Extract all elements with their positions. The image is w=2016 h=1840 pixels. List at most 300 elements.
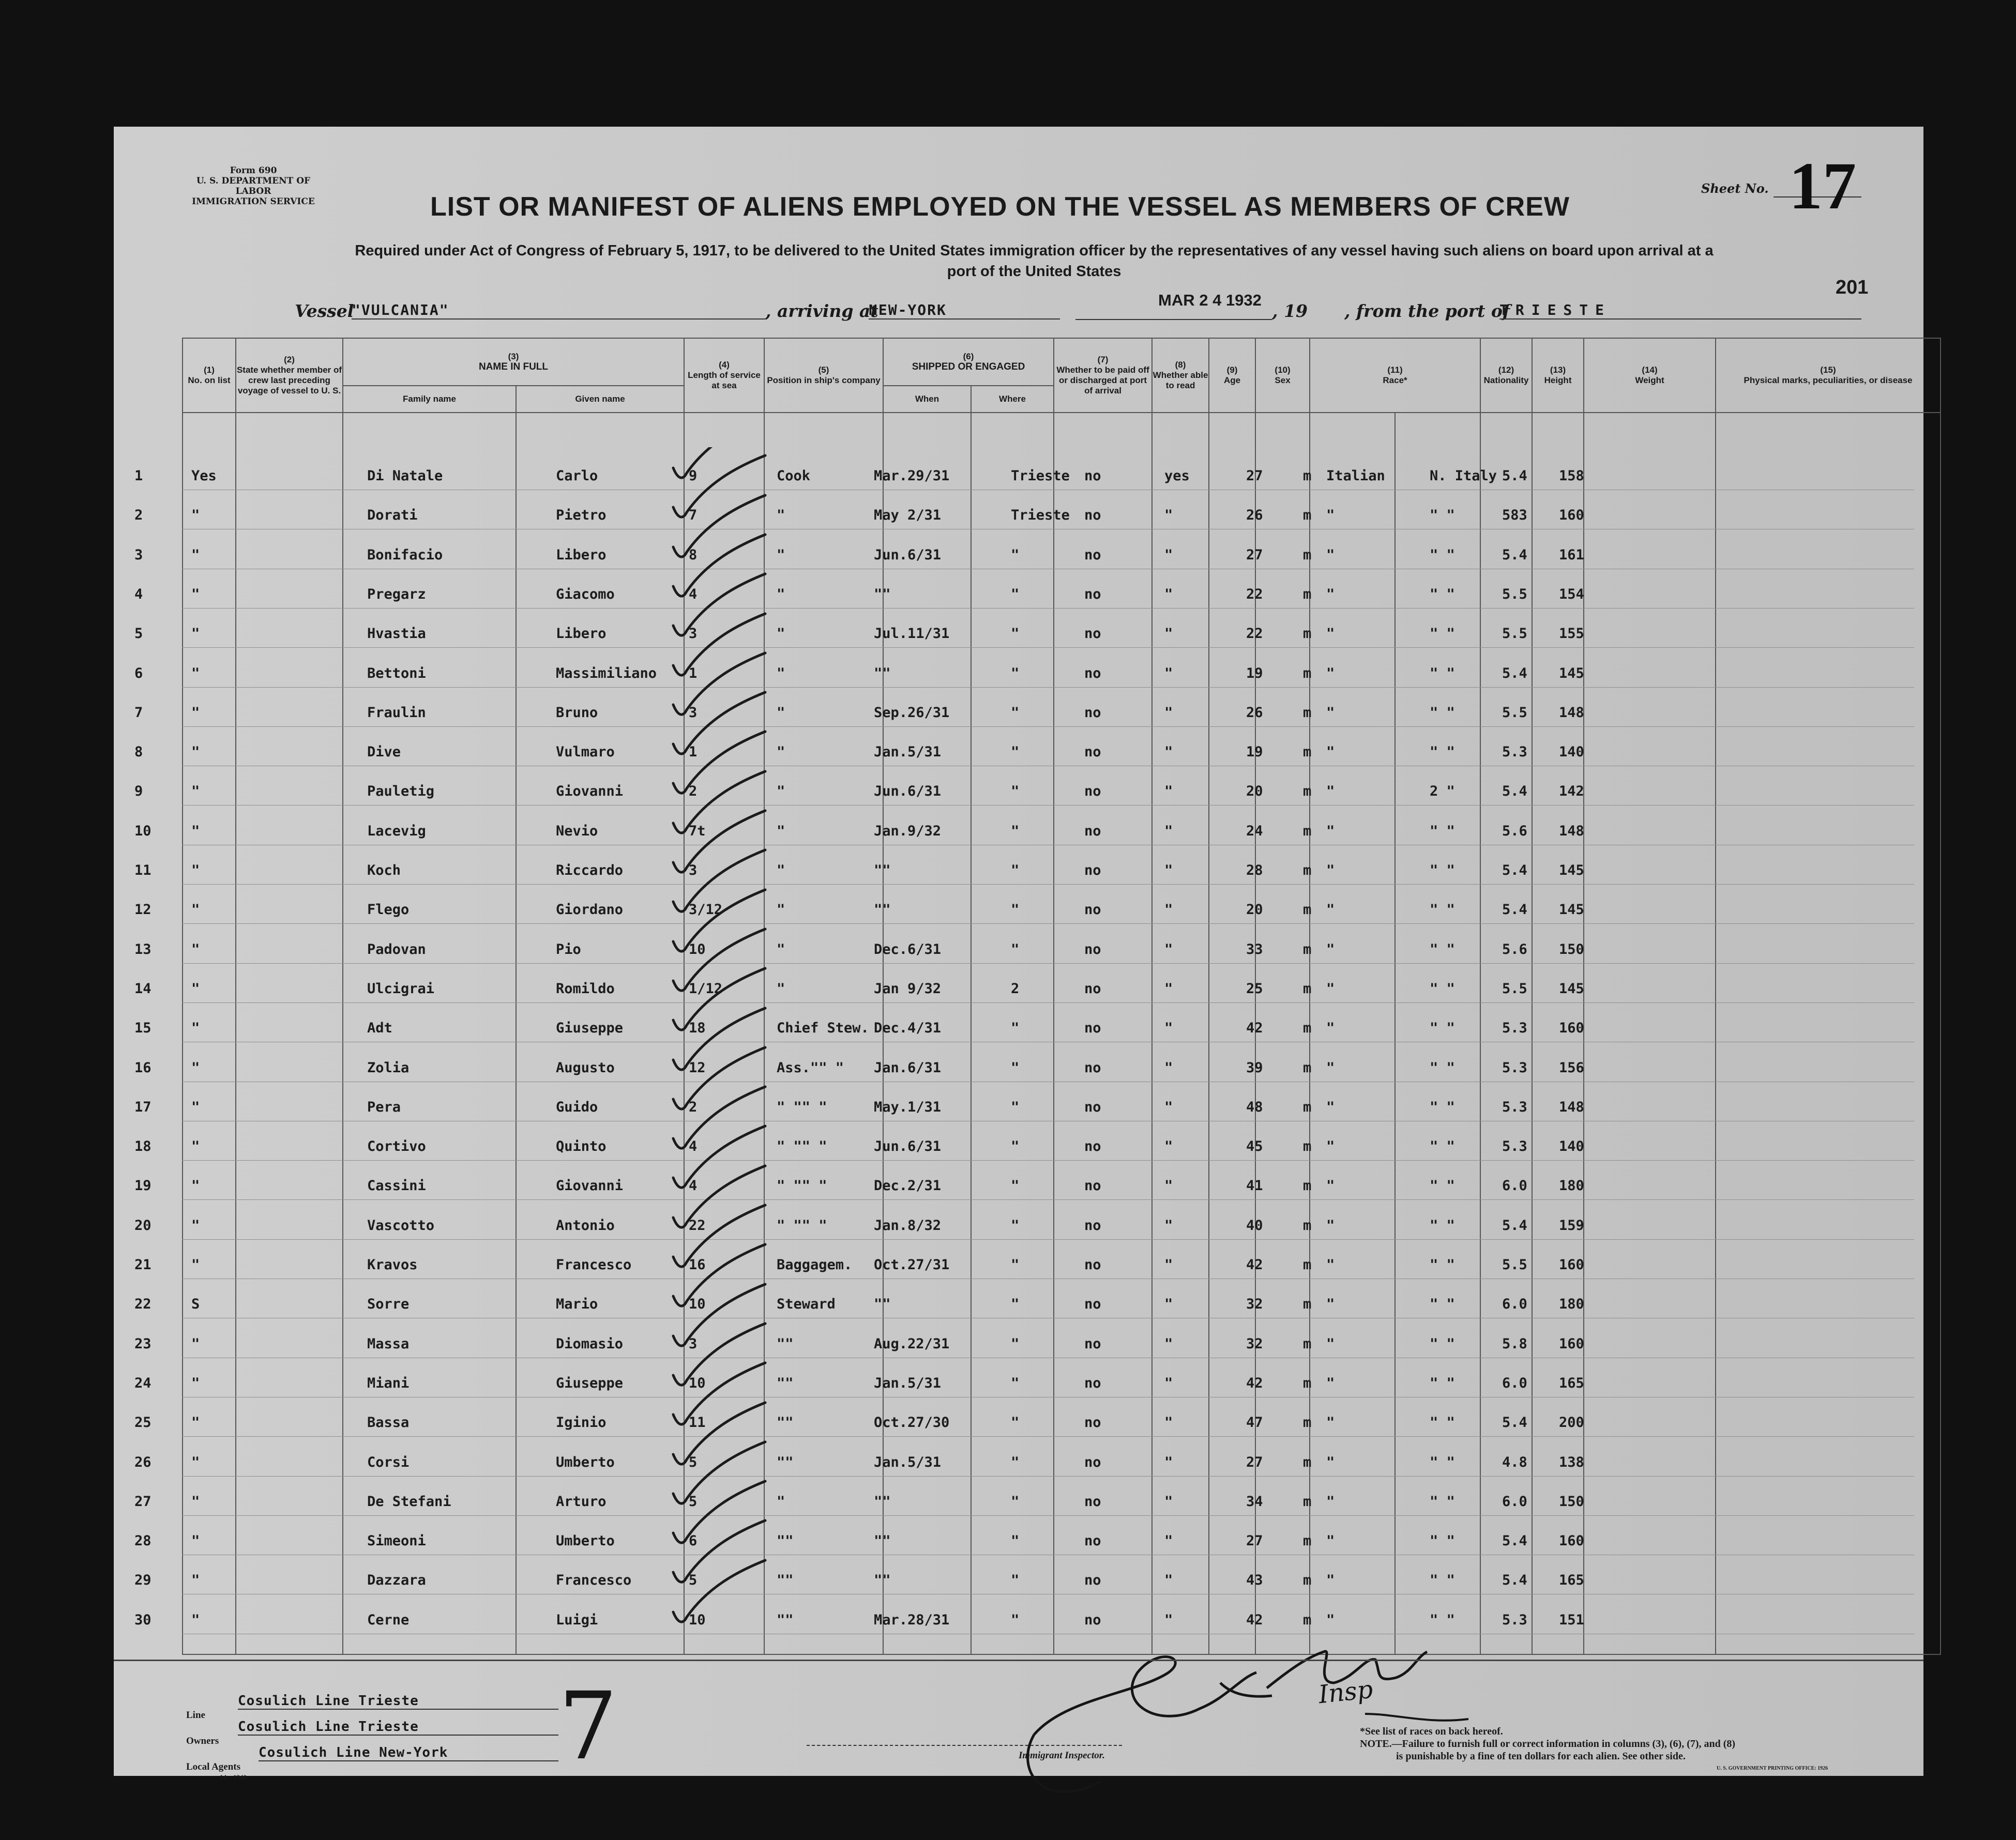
row-nationality: " " xyxy=(1430,547,1455,563)
row-sex: m xyxy=(1303,1612,1312,1628)
row-given-name: Pietro xyxy=(556,507,607,523)
row-weight: 160 xyxy=(1559,1533,1584,1549)
row-when: Jun.6/31 xyxy=(874,1138,942,1154)
row-nationality: " " xyxy=(1430,1099,1455,1115)
row-weight: 160 xyxy=(1559,1336,1584,1352)
row-where: " xyxy=(1011,823,1020,839)
row-rule xyxy=(182,1002,1914,1003)
row-height: 6.0 xyxy=(1502,1296,1527,1312)
row-given-name: Antonio xyxy=(556,1218,615,1234)
row-age: 42 xyxy=(1246,1375,1263,1391)
row-given-name: Giovanni xyxy=(556,783,624,799)
row-given-name: Giacomo xyxy=(556,586,615,602)
row-weight: 180 xyxy=(1559,1178,1584,1194)
row-when: "" xyxy=(874,1533,891,1549)
agents-value: Cosulich Line New-York xyxy=(259,1745,558,1761)
check-mark xyxy=(673,455,765,517)
row-where: " xyxy=(1011,586,1020,602)
check-mark xyxy=(673,1403,765,1464)
arriving-port: NEW-YORK xyxy=(869,301,1060,320)
row-nationality: " " xyxy=(1430,823,1455,839)
row-state: " xyxy=(191,705,200,721)
row-number: 20 xyxy=(134,1218,151,1234)
subtitle-line-2: port of the United States xyxy=(947,263,1121,280)
row-when: "" xyxy=(874,586,891,602)
row-family-name: Dive xyxy=(367,744,401,760)
row-race: " xyxy=(1326,1296,1335,1312)
row-age: 34 xyxy=(1246,1494,1263,1510)
row-length: 5 xyxy=(689,1572,698,1588)
row-read: " xyxy=(1164,823,1173,839)
row-sex: m xyxy=(1303,1099,1312,1115)
row-weight: 140 xyxy=(1559,744,1584,760)
row-rule xyxy=(182,1199,1914,1200)
row-race: " xyxy=(1326,626,1335,642)
row-state: " xyxy=(191,665,200,681)
row-height: 5.4 xyxy=(1502,1572,1527,1588)
vessel-label: Vessel xyxy=(295,301,354,321)
row-paid: no xyxy=(1084,783,1101,799)
row-sex: m xyxy=(1303,1454,1312,1470)
row-number: 1 xyxy=(134,468,143,484)
row-sex: m xyxy=(1303,862,1312,878)
row-number: 15 xyxy=(134,1020,151,1036)
row-state: " xyxy=(191,547,200,563)
row-family-name: Padovan xyxy=(367,941,426,957)
row-given-name: Umberto xyxy=(556,1533,615,1549)
row-length: 3 xyxy=(689,862,698,878)
row-paid: no xyxy=(1084,665,1101,681)
col-when-header: When xyxy=(883,386,971,413)
row-state: S xyxy=(191,1296,200,1312)
row-rule xyxy=(182,647,1914,648)
row-number: 26 xyxy=(134,1454,151,1470)
agents-label: Local Agents xyxy=(186,1761,241,1772)
row-age: 48 xyxy=(1246,1099,1263,1115)
row-read: " xyxy=(1164,1336,1173,1352)
row-sex: m xyxy=(1303,941,1312,957)
row-height: 5.8 xyxy=(1502,1336,1527,1352)
row-race: " xyxy=(1326,1257,1335,1273)
row-state: " xyxy=(191,862,200,878)
row-position: "" xyxy=(777,1612,794,1628)
row-sex: m xyxy=(1303,626,1312,642)
row-state: " xyxy=(191,1099,200,1115)
row-sex: m xyxy=(1303,902,1312,918)
row-when: "" xyxy=(874,1572,891,1588)
row-when: Oct.27/31 xyxy=(874,1257,950,1273)
row-family-name: Kravos xyxy=(367,1257,418,1273)
row-given-name: Guido xyxy=(556,1099,598,1115)
row-age: 41 xyxy=(1246,1178,1263,1194)
row-where: " xyxy=(1011,941,1020,957)
row-number: 4 xyxy=(134,586,143,602)
row-position: " "" " xyxy=(777,1218,827,1234)
row-age: 39 xyxy=(1246,1060,1263,1076)
row-paid: no xyxy=(1084,1612,1101,1628)
row-length: 7t xyxy=(689,823,706,839)
row-paid: no xyxy=(1084,1060,1101,1076)
row-family-name: Adt xyxy=(367,1020,392,1036)
row-rule xyxy=(182,608,1914,609)
row-family-name: Dazzara xyxy=(367,1572,426,1588)
row-state: " xyxy=(191,744,200,760)
row-position: Chief Stew. xyxy=(777,1020,869,1036)
row-where: " xyxy=(1011,783,1020,799)
row-race: " xyxy=(1326,1020,1335,1036)
row-nationality: " " xyxy=(1430,1218,1455,1234)
row-rule xyxy=(182,884,1914,885)
row-sex: m xyxy=(1303,783,1312,799)
row-length: 4 xyxy=(689,586,698,602)
check-mark xyxy=(673,1481,765,1543)
row-position: "" xyxy=(777,1415,794,1431)
row-weight: 200 xyxy=(1559,1415,1584,1431)
row-age: 27 xyxy=(1246,547,1263,563)
row-nationality: " " xyxy=(1430,1138,1455,1154)
row-weight: 158 xyxy=(1559,468,1584,484)
row-state: " xyxy=(191,823,200,839)
check-mark xyxy=(673,574,765,635)
row-age: 19 xyxy=(1246,665,1263,681)
row-position: " xyxy=(777,941,785,957)
row-number: 18 xyxy=(134,1138,151,1154)
row-where: " xyxy=(1011,705,1020,721)
row-read: " xyxy=(1164,941,1173,957)
row-age: 42 xyxy=(1246,1020,1263,1036)
row-family-name: Bonifacio xyxy=(367,547,443,563)
row-where: Trieste xyxy=(1011,507,1070,523)
col-nationality-header: (12) Nationality xyxy=(1480,338,1532,413)
row-where: " xyxy=(1011,1533,1020,1549)
row-where: " xyxy=(1011,547,1020,563)
row-race: " xyxy=(1326,507,1335,523)
row-state: " xyxy=(191,1218,200,1234)
row-length: 6 xyxy=(689,1533,698,1549)
row-when: Jan 9/32 xyxy=(874,981,942,997)
inspector-label: Immigrant Inspector. xyxy=(1019,1750,1105,1761)
arrival-date-stamp: MAR 2 4 1932 xyxy=(1158,291,1262,309)
row-read: " xyxy=(1164,1494,1173,1510)
row-number: 7 xyxy=(134,705,143,721)
row-race: " xyxy=(1326,1533,1335,1549)
row-race: " xyxy=(1326,1494,1335,1510)
row-length: 3 xyxy=(689,626,698,642)
department-name: U. S. DEPARTMENT OF LABOR xyxy=(196,176,311,196)
row-when: Jun.6/31 xyxy=(874,783,942,799)
row-number: 9 xyxy=(134,783,143,799)
row-nationality: " " xyxy=(1430,1612,1455,1628)
row-family-name: Dorati xyxy=(367,507,418,523)
row-position: Baggagem. xyxy=(777,1257,853,1273)
row-race: " xyxy=(1326,1218,1335,1234)
row-position: " xyxy=(777,862,785,878)
row-height: 5.4 xyxy=(1502,665,1527,681)
row-position: " xyxy=(777,1494,785,1510)
row-nationality: " " xyxy=(1430,507,1455,523)
row-given-name: Giuseppe xyxy=(556,1375,624,1391)
row-position: " xyxy=(777,586,785,602)
row-sex: m xyxy=(1303,507,1312,523)
row-family-name: Pregarz xyxy=(367,586,426,602)
row-age: 19 xyxy=(1246,744,1263,760)
row-height: 5.5 xyxy=(1502,626,1527,642)
row-when: Oct.27/30 xyxy=(874,1415,950,1431)
row-race: " xyxy=(1326,1454,1335,1470)
row-paid: no xyxy=(1084,626,1101,642)
row-height: 5.4 xyxy=(1502,902,1527,918)
row-sex: m xyxy=(1303,1138,1312,1154)
crew-table xyxy=(182,338,1941,1655)
row-height: 5.3 xyxy=(1502,1020,1527,1036)
form-number: Form 690 xyxy=(230,165,277,176)
row-age: 28 xyxy=(1246,862,1263,878)
row-where: Trieste xyxy=(1011,468,1070,484)
check-mark xyxy=(673,653,765,714)
row-weight: 156 xyxy=(1559,1060,1584,1076)
row-sex: m xyxy=(1303,1494,1312,1510)
row-age: 27 xyxy=(1246,1454,1263,1470)
row-family-name: Pera xyxy=(367,1099,401,1115)
check-marks xyxy=(662,447,786,1755)
line-value: Cosulich Line Trieste xyxy=(238,1693,558,1710)
row-sex: m xyxy=(1303,1296,1312,1312)
row-length: 3 xyxy=(689,1336,698,1352)
row-sex: m xyxy=(1303,1336,1312,1352)
row-length: 4 xyxy=(689,1178,698,1194)
row-height: 5.5 xyxy=(1502,1257,1527,1273)
check-mark xyxy=(673,811,765,872)
row-weight: 151 xyxy=(1559,1612,1584,1628)
col-body xyxy=(236,413,343,1654)
row-race: Italian xyxy=(1326,468,1385,484)
row-when: Dec.2/31 xyxy=(874,1178,942,1194)
row-weight: 165 xyxy=(1559,1375,1584,1391)
row-sex: m xyxy=(1303,823,1312,839)
row-family-name: Massa xyxy=(367,1336,410,1352)
row-given-name: Quinto xyxy=(556,1138,607,1154)
row-given-name: Libero xyxy=(556,547,607,563)
arrival-date-field xyxy=(1075,319,1272,320)
line-label: Line xyxy=(186,1710,205,1721)
col-sex-header: (10) Sex xyxy=(1255,338,1310,413)
row-position: "" xyxy=(777,1336,794,1352)
row-nationality: " " xyxy=(1430,1178,1455,1194)
row-age: 20 xyxy=(1246,783,1263,799)
row-position: " xyxy=(777,507,785,523)
row-paid: no xyxy=(1084,823,1101,839)
row-where: 2 xyxy=(1011,981,1020,997)
row-paid: no xyxy=(1084,1336,1101,1352)
row-rule xyxy=(182,923,1914,924)
row-length: 10 xyxy=(689,1375,706,1391)
check-mark xyxy=(673,929,765,991)
row-sex: m xyxy=(1303,981,1312,997)
row-length: 18 xyxy=(689,1020,706,1036)
row-when: Jan.5/31 xyxy=(874,1454,942,1470)
form-identifier xyxy=(186,165,321,207)
row-where: " xyxy=(1011,1296,1020,1312)
col-age-header: (9) Age xyxy=(1209,338,1255,413)
row-race: " xyxy=(1326,1060,1335,1076)
inspector-line xyxy=(807,1745,1122,1746)
row-weight: 138 xyxy=(1559,1454,1584,1470)
row-weight: 160 xyxy=(1559,1020,1584,1036)
row-length: 9 xyxy=(689,468,698,484)
row-weight: 160 xyxy=(1559,1257,1584,1273)
row-number: 6 xyxy=(134,665,143,681)
row-height: 5.6 xyxy=(1502,941,1527,957)
row-read: " xyxy=(1164,1020,1173,1036)
row-rule xyxy=(182,687,1914,688)
row-height: 5.4 xyxy=(1502,783,1527,799)
row-where: " xyxy=(1011,1572,1020,1588)
row-state: " xyxy=(191,1020,200,1036)
row-height: 5.3 xyxy=(1502,1612,1527,1628)
row-read: " xyxy=(1164,981,1173,997)
row-when: Jan.9/32 xyxy=(874,823,942,839)
row-height: 6.0 xyxy=(1502,1375,1527,1391)
check-mark xyxy=(673,850,765,911)
row-state: " xyxy=(191,1336,200,1352)
row-read: yes xyxy=(1164,468,1190,484)
row-paid: no xyxy=(1084,981,1101,997)
row-position: "" xyxy=(777,1454,794,1470)
row-read: " xyxy=(1164,705,1173,721)
row-position: " xyxy=(777,744,785,760)
row-number: 3 xyxy=(134,547,143,563)
row-rule xyxy=(182,726,1914,727)
row-height: 5.3 xyxy=(1502,1060,1527,1076)
row-where: " xyxy=(1011,626,1020,642)
row-height: 6.0 xyxy=(1502,1494,1527,1510)
row-read: " xyxy=(1164,1454,1173,1470)
row-length: 2 xyxy=(689,1099,698,1115)
row-height: 5.5 xyxy=(1502,981,1527,997)
row-race: " xyxy=(1326,1336,1335,1352)
row-age: 40 xyxy=(1246,1218,1263,1234)
footer-divider xyxy=(114,1660,1923,1661)
row-nationality: 2 " xyxy=(1430,783,1455,799)
row-paid: no xyxy=(1084,1296,1101,1312)
row-age: 27 xyxy=(1246,468,1263,484)
row-height: 5.3 xyxy=(1502,744,1527,760)
row-length: 3/12 xyxy=(689,902,723,918)
row-state: " xyxy=(191,586,200,602)
check-mark xyxy=(673,614,765,675)
row-length: 4 xyxy=(689,1138,698,1154)
row-position: " xyxy=(777,665,785,681)
row-nationality: " " xyxy=(1430,941,1455,957)
inspector-signature-mark xyxy=(1003,1595,1520,1828)
row-weight: 142 xyxy=(1559,783,1584,799)
check-mark xyxy=(673,1205,765,1267)
row-when: Mar.29/31 xyxy=(874,468,950,484)
row-when: Jan.5/31 xyxy=(874,744,942,760)
check-mark xyxy=(673,692,765,754)
row-when: Dec.6/31 xyxy=(874,941,942,957)
row-weight: 148 xyxy=(1559,1099,1584,1115)
row-given-name: Francesco xyxy=(556,1572,632,1588)
row-read: " xyxy=(1164,862,1173,878)
row-nationality: " " xyxy=(1430,626,1455,642)
row-when: "" xyxy=(874,665,891,681)
check-mark xyxy=(673,495,765,557)
row-given-name: Pio xyxy=(556,941,581,957)
col-physical-header: (15) Physical marks, peculiarities, or disease xyxy=(1716,338,1941,413)
row-family-name: Pauletig xyxy=(367,783,435,799)
row-family-name: Flego xyxy=(367,902,410,918)
row-nationality: " " xyxy=(1430,1020,1455,1036)
row-where: " xyxy=(1011,1454,1020,1470)
row-family-name: De Stefani xyxy=(367,1494,451,1510)
check-mark xyxy=(673,1363,765,1424)
row-paid: no xyxy=(1084,1138,1101,1154)
row-sex: m xyxy=(1303,468,1312,484)
row-length: 10 xyxy=(689,1296,706,1312)
row-number: 27 xyxy=(134,1494,151,1510)
check-mark xyxy=(673,1560,765,1622)
check-mark xyxy=(673,771,765,833)
from-port: TRIESTE xyxy=(1499,301,1861,320)
row-family-name: Vascotto xyxy=(367,1218,435,1234)
form-code: 14—1340 xyxy=(220,1773,247,1781)
row-height: 5.5 xyxy=(1502,705,1527,721)
row-state: " xyxy=(191,1178,200,1194)
check-mark xyxy=(673,1126,765,1188)
row-race: " xyxy=(1326,902,1335,918)
row-nationality: N. Italy xyxy=(1430,468,1497,484)
row-family-name: Di Natale xyxy=(367,468,443,484)
row-when: Mar.28/31 xyxy=(874,1612,950,1628)
note-line-2: is punishable by a fine of ten dollars for each alien. See other side. xyxy=(1396,1751,1686,1762)
row-length: 11 xyxy=(689,1415,706,1431)
row-given-name: Arturo xyxy=(556,1494,607,1510)
row-race: " xyxy=(1326,586,1335,602)
row-family-name: Hvastia xyxy=(367,626,426,642)
row-race: " xyxy=(1326,547,1335,563)
row-number: 23 xyxy=(134,1336,151,1352)
row-family-name: Bettoni xyxy=(367,665,426,681)
row-race: " xyxy=(1326,1612,1335,1628)
row-length: 10 xyxy=(689,1612,706,1628)
row-length: 5 xyxy=(689,1494,698,1510)
row-state: " xyxy=(191,626,200,642)
row-sex: m xyxy=(1303,1060,1312,1076)
row-age: 42 xyxy=(1246,1257,1263,1273)
row-sex: m xyxy=(1303,665,1312,681)
row-height: 5.3 xyxy=(1502,1138,1527,1154)
row-height: 5.5 xyxy=(1502,586,1527,602)
row-sex: m xyxy=(1303,1375,1312,1391)
row-when: May 2/31 xyxy=(874,507,942,523)
row-family-name: Zolia xyxy=(367,1060,410,1076)
row-paid: no xyxy=(1084,1533,1101,1549)
row-weight: 148 xyxy=(1559,823,1584,839)
row-state: " xyxy=(191,1533,200,1549)
row-rule xyxy=(182,1476,1914,1477)
row-sex: m xyxy=(1303,1415,1312,1431)
row-weight: 150 xyxy=(1559,941,1584,957)
row-weight: 165 xyxy=(1559,1572,1584,1588)
row-state: " xyxy=(191,1454,200,1470)
race-note: *See list of races on back hereof. xyxy=(1360,1726,1503,1737)
row-age: 45 xyxy=(1246,1138,1263,1154)
row-age: 32 xyxy=(1246,1336,1263,1352)
row-sex: m xyxy=(1303,1020,1312,1036)
row-length: 22 xyxy=(689,1218,706,1234)
row-state: " xyxy=(191,1257,200,1273)
